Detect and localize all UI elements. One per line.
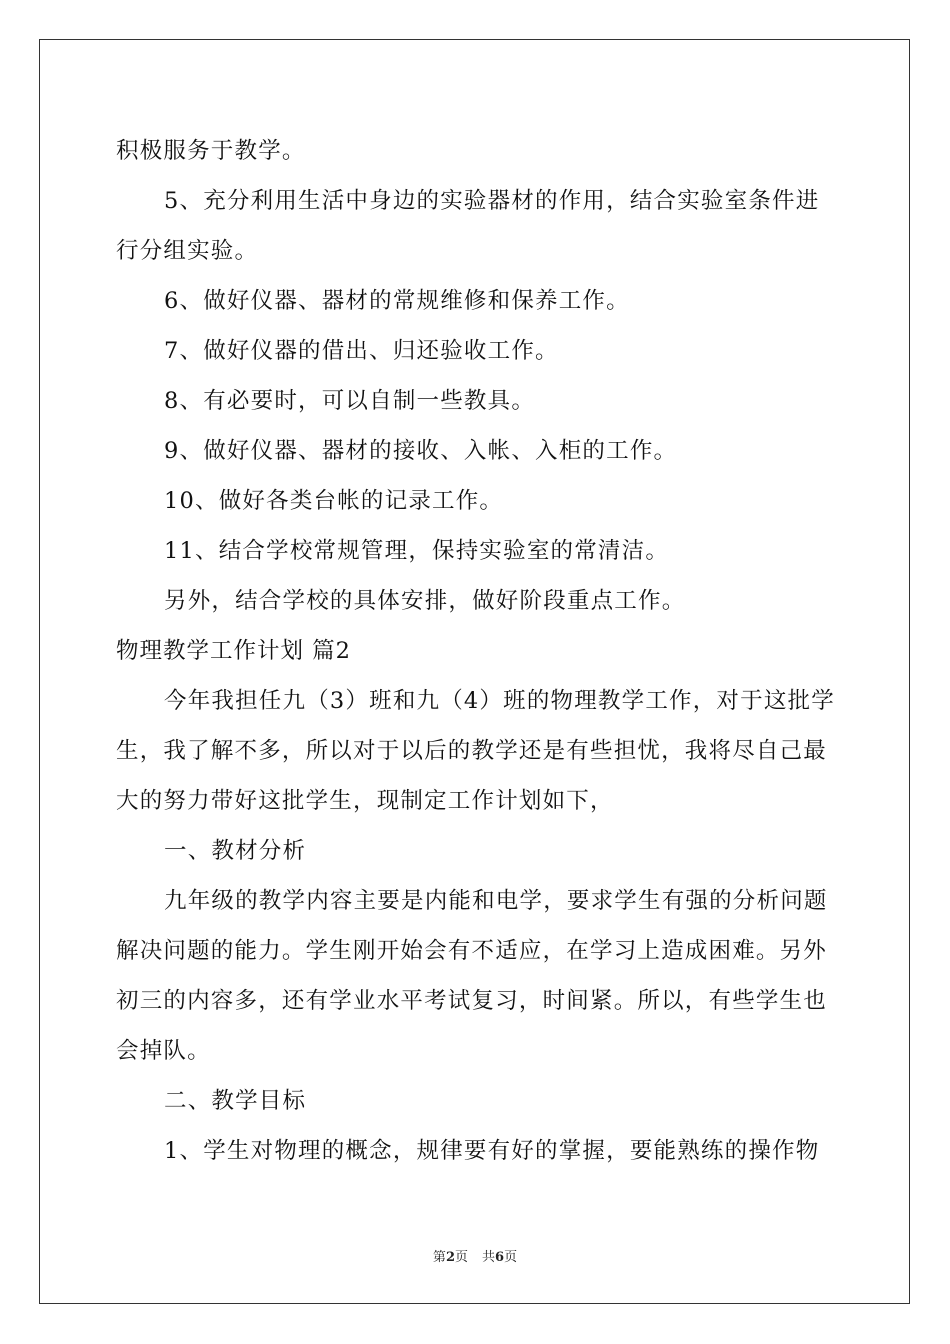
text-line-8: 10、做好各类台帐的记录工作。	[164, 488, 504, 514]
text-line-7: 9、做好仪器、器材的接收、入帐、入柜的工作。	[164, 438, 678, 464]
total-pages: 6	[495, 1250, 505, 1265]
text-line-5: 7、做好仪器的借出、归还验收工作。	[164, 338, 559, 364]
page-current: 2	[445, 1250, 455, 1265]
text-line-13: 生，我了解不多，所以对于以后的教学还是有些担忧，我将尽自己最	[116, 738, 828, 764]
text-line-21: 1、学生对物理的概念，规律要有好的掌握，要能熟练的操作物	[164, 1138, 820, 1164]
subheading-teaching-goals: 二、教学目标	[164, 1088, 307, 1114]
page-suffix: 页	[454, 1250, 468, 1265]
text-line-6: 8、有必要时，可以自制一些教具。	[164, 388, 536, 414]
text-line-9: 11、结合学校常规管理，保持实验室的常清洁。	[164, 538, 670, 564]
text-line-1: 积极服务于教学。	[116, 138, 306, 164]
text-line-19: 会掉队。	[116, 1038, 211, 1064]
page-footer	[0, 1246, 950, 1265]
text-line-12: 今年我担任九（3）班和九（4）班的物理教学工作，对于这批学	[164, 688, 835, 714]
subheading-textbook-analysis: 一、教材分析	[164, 838, 307, 864]
text-line-18: 初三的内容多，还有学业水平考试复习，时间紧。所以，有些学生也	[116, 988, 828, 1014]
text-line-16: 九年级的教学内容主要是内能和电学，要求学生有强的分析问题	[164, 888, 828, 914]
text-line-17: 解决问题的能力。学生刚开始会有不适应，在学习上造成困难。另外	[116, 938, 828, 964]
text-line-4: 6、做好仪器、器材的常规维修和保养工作。	[164, 288, 630, 314]
text-line-10: 另外，结合学校的具体安排，做好阶段重点工作。	[164, 588, 686, 614]
text-line-3: 行分组实验。	[116, 238, 259, 264]
total-suffix: 页	[504, 1250, 518, 1265]
text-line-2: 5、充分利用生活中身边的实验器材的作用，结合实验室条件进	[164, 188, 820, 214]
page-prefix: 第	[432, 1250, 446, 1265]
total-prefix: 共	[482, 1250, 496, 1265]
document-body	[116, 126, 836, 1176]
text-line-14: 大的努力带好这批学生，现制定工作计划如下，	[116, 788, 614, 814]
section-heading: 物理教学工作计划 篇2	[116, 638, 351, 664]
